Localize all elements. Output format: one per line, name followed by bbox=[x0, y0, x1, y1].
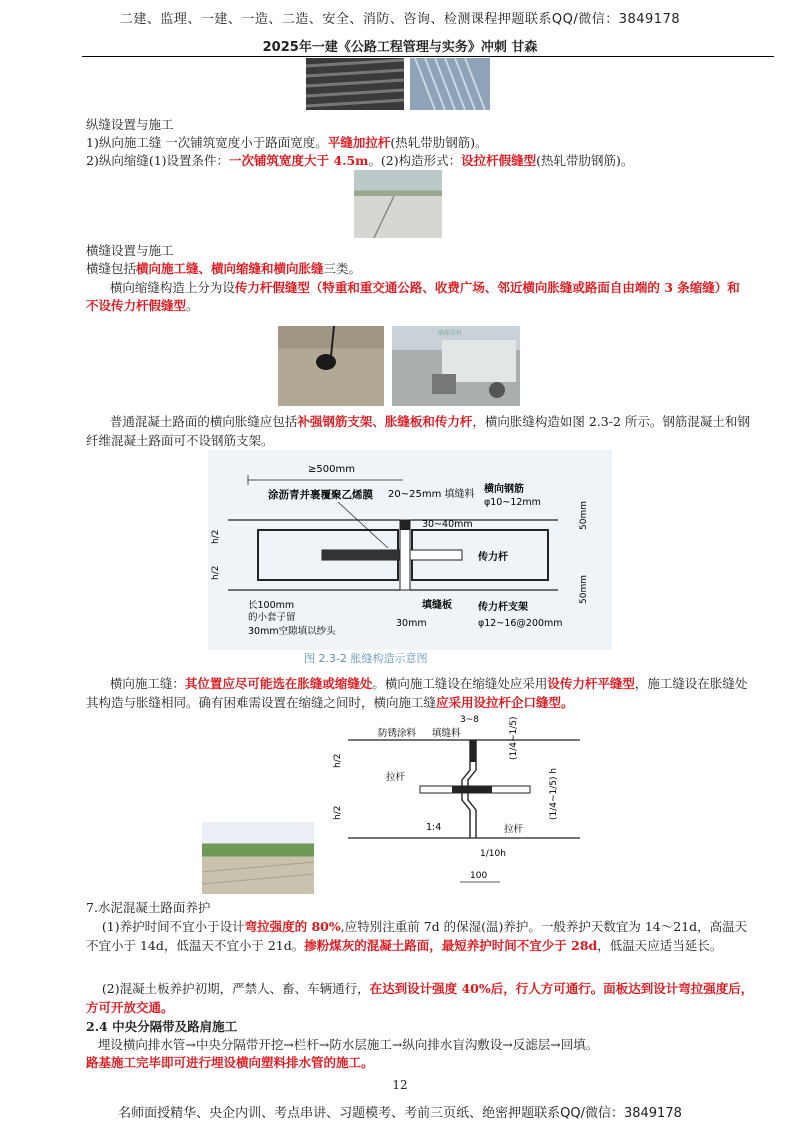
rebar-photo-ribbed bbox=[306, 58, 404, 110]
curing-paragraph1: (1)养护时间不宜小于设计弯拉强度的 80%,应特别注重前 7d 的保湿(温)养护。一般养护天数宜为 14～21d，高温天不宜小于 14d，低温天不宜小于 21d。掺粉煤灰的混凝土路面，最短养护时间不宜少于 28d，低温天应适当延长。 bbox=[86, 919, 748, 953]
fig2-top: (1/4~1/5) bbox=[509, 716, 519, 760]
expansion-paragraph: 普通混凝土路面的横向胀缝应包括补强钢筋支架、胀缝板和传力杆，横向胀缝构造如图 2.3-2 所示。钢筋混凝土和钢纤维混凝土路面可不设钢筋支架。 bbox=[86, 414, 750, 448]
fig1-gap: 30mm空隙填以纱头 bbox=[248, 626, 336, 637]
fig1-sleeve2: 的小套子留 bbox=[248, 612, 296, 623]
median-line2: 路基施工完毕即可进行埋设横向塑料排水管的施工。 bbox=[86, 1055, 374, 1070]
fig2-rod: 拉杆 bbox=[386, 772, 406, 783]
fig2-100: 100 bbox=[470, 871, 488, 881]
curing-title: 7.水泥混凝土路面养护 bbox=[86, 900, 211, 915]
transverse-line1: 横缝包括横向施工缝、横向缩缝和横向胀缝三类。 bbox=[86, 261, 362, 276]
fig1-rebar-dia: φ10~12mm bbox=[484, 497, 541, 508]
fig1-board: 填缝板 bbox=[422, 600, 452, 611]
header-divider bbox=[82, 56, 774, 57]
fig2-h2a: h/2 bbox=[333, 753, 343, 768]
transverse-title: 横缝设置与施工 bbox=[86, 243, 174, 258]
rebar-photo-round bbox=[410, 58, 490, 110]
fig2-110h: 1/10h bbox=[480, 849, 506, 859]
longitudinal-line2: 2)纵向缩缝(1)设置条件：一次铺筑宽度大于 4.5m。(2)构造形式：设拉杆假缝型(热轧带肋钢筋)。 bbox=[86, 153, 634, 168]
fig2-h2b: h/2 bbox=[333, 805, 343, 820]
fig2-rod2: 拉杆 bbox=[504, 824, 524, 835]
footer-contact: 名师面授精华、央企内训、考点串讲、习题模考、考前三页纸、绝密押题联系QQ/微信：3849178 bbox=[118, 1106, 682, 1121]
fig1-h2b: h/2 bbox=[211, 565, 221, 580]
page-number: 12 bbox=[392, 1078, 408, 1092]
header-title: 2025年一建《公路工程管理与实务》冲刺 甘森 bbox=[262, 40, 538, 55]
fig1-50b: 50mm bbox=[579, 575, 589, 604]
longitudinal-joint-photo bbox=[354, 170, 442, 238]
photo-caption: 确保质料 bbox=[438, 330, 463, 337]
fig1-h2a: h/2 bbox=[211, 529, 221, 544]
road-paving-photo bbox=[202, 822, 314, 894]
longitudinal-title: 纵缝设置与施工 bbox=[86, 117, 174, 132]
fig1-caption: 图 2.3-2 胀缝构造示意图 bbox=[304, 652, 428, 665]
fig1-support: 传力杆支架 bbox=[478, 602, 528, 613]
fig2-38: 3~8 bbox=[460, 715, 479, 725]
fig1-50a: 50mm bbox=[579, 501, 589, 530]
fig1-support-dia: φ12~16@200mm bbox=[478, 618, 563, 629]
fig2-14: 1:4 bbox=[426, 822, 442, 833]
fig1-dowel-label: 传力杆 bbox=[478, 552, 508, 563]
longitudinal-line1: 1)纵向施工缝 一次铺筑宽度小于路面宽度。平缝加拉杆(热轧带肋钢筋)。 bbox=[86, 135, 488, 150]
saw-cutting-photo bbox=[392, 326, 520, 406]
fig1-dim-top: ≥500mm bbox=[308, 464, 355, 475]
fig1-rebar-label: 横向钢筋 bbox=[484, 484, 524, 495]
median-line1: 埋设横向排水管→中央分隔带开挖→栏杆→防水层施工→纵向排水盲沟敷设→反滤层→回填。 bbox=[97, 1037, 599, 1052]
fig1-3040-label: 30~40mm bbox=[422, 519, 473, 530]
fig1-asphalt-label: 涂沥青并裹覆聚乙烯膜 bbox=[268, 489, 373, 501]
fig2-fill: 填缝料 bbox=[432, 728, 461, 739]
fig1-30: 30mm bbox=[396, 618, 427, 629]
median-title: 2.4 中央分隔带及路肩施工 bbox=[86, 1019, 238, 1034]
fig2-right: (1/4~1/5) h bbox=[549, 767, 559, 820]
fig2-rust: 防锈涂料 bbox=[378, 728, 417, 739]
fig1-fill-label: 20~25mm 填缝料 bbox=[388, 489, 475, 500]
construction-joint-paragraph: 横向施工缝：其位置应尽可能选在胀缝或缩缝处。横向施工缝设在缩缝处应采用设传力杆平缝型，施工缝设在胀缝处其构造与胀缝相同。确有困难需设置在缩缝之间时，横向施工缝应采用设拉杆企口缝型。 bbox=[86, 676, 748, 710]
dowel-joint-photo bbox=[278, 326, 384, 406]
tongue-groove-joint-figure bbox=[320, 710, 610, 900]
header-contact: 二建、监理、一建、一造、二造、安全、消防、咨询、检测课程押题联系QQ/微信：3849178 bbox=[119, 12, 681, 27]
expansion-joint-figure bbox=[188, 450, 612, 670]
curing-paragraph2: (2)混凝土板养护初期，严禁人、畜、车辆通行，在达到设计强度 40%后，行人方可通行。面板达到设计弯拉强度后，方可开放交通。 bbox=[86, 981, 754, 1015]
transverse-line2: 横向缩缝构造上分为设传力杆假缝型（特重和重交通公路、收费广场、邻近横向胀缝或路面自由端的 3 条缩缝）和不设传力杆假缝型。 bbox=[86, 280, 740, 313]
fig1-sleeve1: 长100mm bbox=[248, 600, 295, 611]
